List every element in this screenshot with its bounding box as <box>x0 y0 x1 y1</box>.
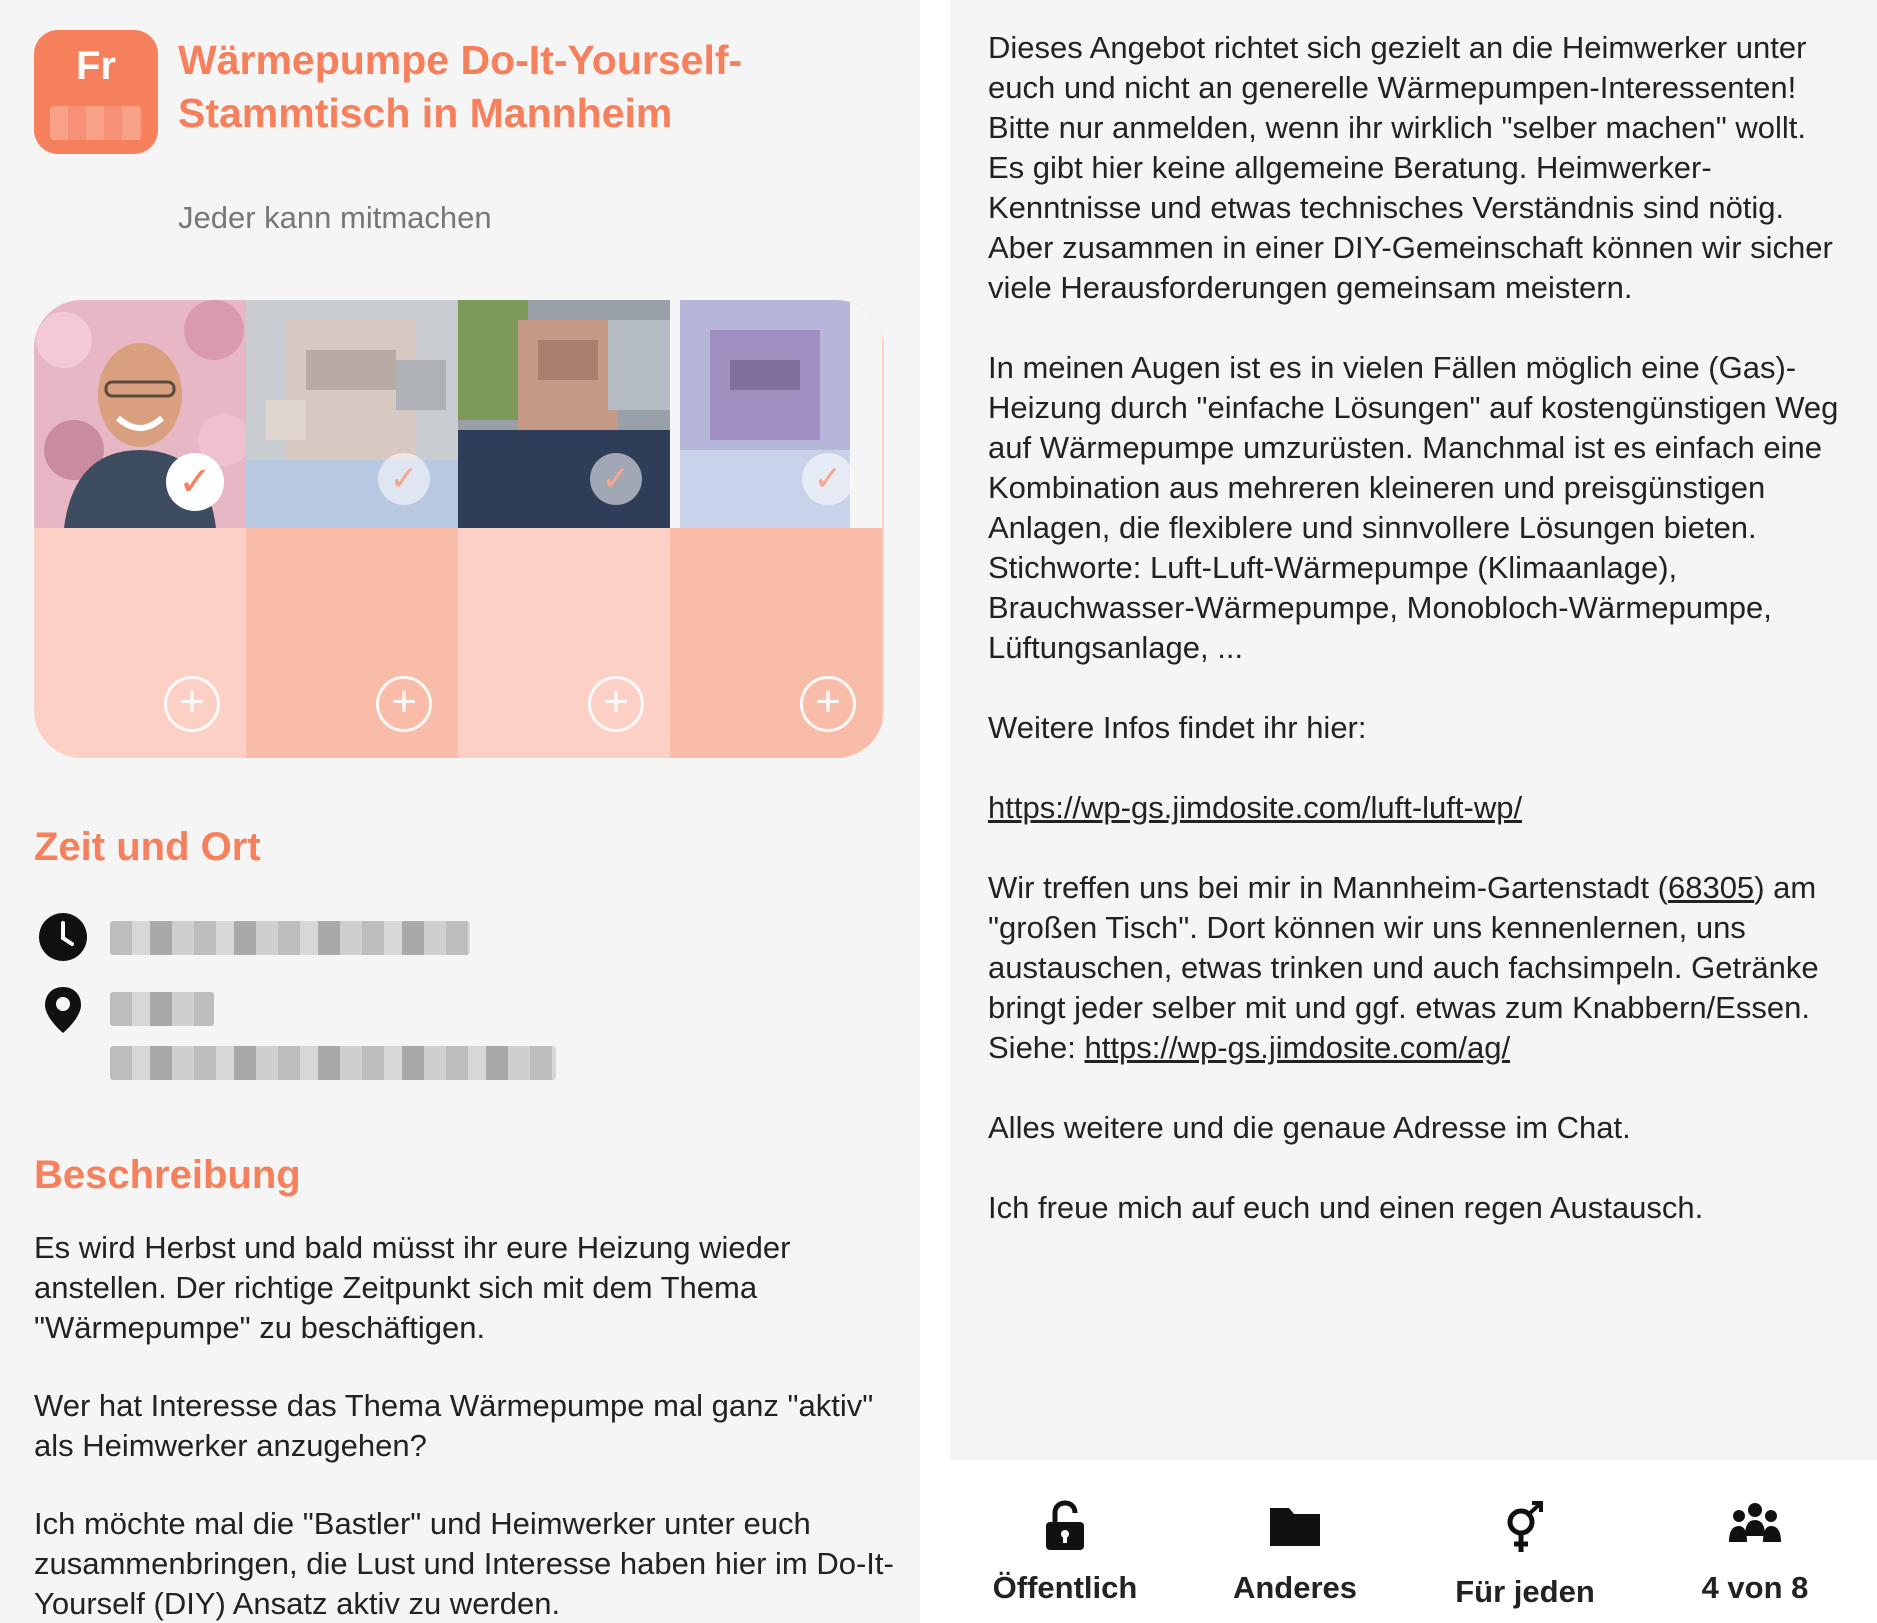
ag-link[interactable]: https://wp-gs.jimdosite.com/ag/ <box>1084 1030 1511 1065</box>
clock-icon <box>38 912 88 962</box>
description-paragraph: Alles weitere und die genaue Adresse im Chat. <box>988 1110 1631 1145</box>
description-paragraph: Ich möchte mal die "Bastler" und Heimwerker unter euch zusammenbringen, die Lust und Interesse haben hier im Do-It-Yourself (DIY) Ansatz aktiv zu werden. <box>34 1506 894 1621</box>
category-label: Anderes <box>1232 1570 1358 1605</box>
add-participant-icon[interactable]: + <box>800 676 856 732</box>
participant-photo-blurred[interactable] <box>458 300 670 528</box>
event-datetime-redacted <box>110 921 470 955</box>
event-icon <box>34 30 158 154</box>
checked-icon: ✓ <box>166 453 224 511</box>
add-participant-icon[interactable]: + <box>588 676 644 732</box>
checked-icon: ✓ <box>590 453 642 505</box>
event-subtitle: Jeder kann mitmachen <box>178 200 492 235</box>
event-icon-abbr: Fr <box>76 44 116 88</box>
event-title: Wärmepumpe Do-It-Yourself-Stammtisch in Mannheim <box>178 37 743 136</box>
folder-icon <box>1267 1500 1323 1552</box>
see-label: Siehe: <box>988 1030 1085 1065</box>
description-text-left <box>34 1228 894 1623</box>
description-paragraph <box>988 1028 1848 1068</box>
checked-icon: ✓ <box>378 453 430 505</box>
checked-icon: ✓ <box>802 453 854 505</box>
description-paragraph: Bitte nur anmelden, wenn ihr wirklich "selber machen" wollt. Es gibt hier keine allgemeine Beratung. Heimwerker-Kenntnisse und etwas technisches Verständnis sind nötig. Aber zusammen in einer DIY-Gemeinschaft können wir sicher viele Herausforderungen gemeinsam meistern. <box>988 110 1833 305</box>
add-participant-icon[interactable]: + <box>376 676 432 732</box>
description-paragraph: Wer hat Interesse das Thema Wärmepumpe mal ganz "aktiv" als Heimwerker anzugehen? <box>34 1388 874 1463</box>
info-link[interactable]: https://wp-gs.jimdosite.com/luft-luft-wp/ <box>988 790 1523 825</box>
section-heading-description: Beschreibung <box>34 1153 301 1197</box>
group-icon <box>1727 1500 1783 1552</box>
description-paragraph: In meinen Augen ist es in vielen Fällen möglich eine (Gas)-Heizung durch "einfache Lösungen" auf kostengünstigen Weg auf Wärmepumpe umzurüsten. Manchmal ist es einfach eine Kombination aus mehreren kleineren und preisgünstigen Anlagen, die flexiblere und sinnvollere Lösungen bieten. <box>988 350 1839 545</box>
description-paragraph: Dieses Angebot richtet sich gezielt an die Heimwerker unter euch und nicht an generelle Wärmepumpen-Interessenten! <box>988 30 1807 105</box>
meeting-text-a: Wir treffen uns bei mir in Mannheim-Gartenstadt ( <box>988 870 1668 905</box>
participant-slot[interactable] <box>34 300 246 758</box>
description-paragraph: Es wird Herbst und bald müsst ihr eure Heizung wieder anstellen. Der richtige Zeitpunkt sich mit dem Thema "Wärmepumpe" zu beschäftigen. <box>34 1230 791 1345</box>
gender-item[interactable] <box>1410 1500 1640 1610</box>
description-paragraph: Stichworte: Luft-Luft-Wärmepumpe (Klimaanlage), Brauchwasser-Wärmepumpe, Monobloch-Wärmepumpe, Lüftungsanlage, ... <box>988 550 1772 665</box>
event-detail-right <box>950 0 1877 1460</box>
add-participant-icon[interactable]: + <box>164 676 220 732</box>
participant-slot[interactable] <box>670 300 882 758</box>
participant-photo-blurred[interactable] <box>670 300 882 528</box>
section-heading-time-place: Zeit und Ort <box>34 825 261 869</box>
category-item[interactable] <box>1180 1500 1410 1606</box>
visibility-label: Öffentlich <box>992 1570 1138 1605</box>
meeting-text-b: ) am "großen Tisch". Dort können wir uns kennenlernen, uns austauschen, etwas trinken und auch fachsimpeln. Getränke bringt jeder selber mit und ggf. etwas zum Knabbern/Essen. <box>988 870 1819 1025</box>
participant-slot[interactable] <box>458 300 670 758</box>
location-address-redacted <box>110 1046 556 1080</box>
event-icon-redacted <box>50 106 142 140</box>
participants-count-item[interactable] <box>1640 1500 1870 1606</box>
location-name-redacted <box>110 992 214 1026</box>
description-text-right <box>988 28 1848 1268</box>
participants-count-label: 4 von 8 <box>1701 1570 1809 1605</box>
event-detail-left <box>0 0 920 1623</box>
participant-slot[interactable] <box>246 300 458 758</box>
description-paragraph <box>988 868 1848 1028</box>
description-paragraph: Ich freue mich auf euch und einen regen Austausch. <box>988 1190 1704 1225</box>
location-pin-icon <box>38 985 88 1035</box>
gender-icon <box>1501 1500 1549 1556</box>
gender-label: Für jeden <box>1455 1574 1595 1609</box>
participants-grid <box>34 300 884 758</box>
description-paragraph: Weitere Infos findet ihr hier: <box>988 710 1367 745</box>
unlocked-padlock-icon <box>1043 1500 1087 1552</box>
zip-code-link[interactable]: 68305 <box>1667 870 1755 905</box>
visibility-item[interactable] <box>950 1500 1180 1606</box>
participant-photo-blurred[interactable] <box>246 300 458 528</box>
event-info-bar <box>950 1460 1877 1623</box>
